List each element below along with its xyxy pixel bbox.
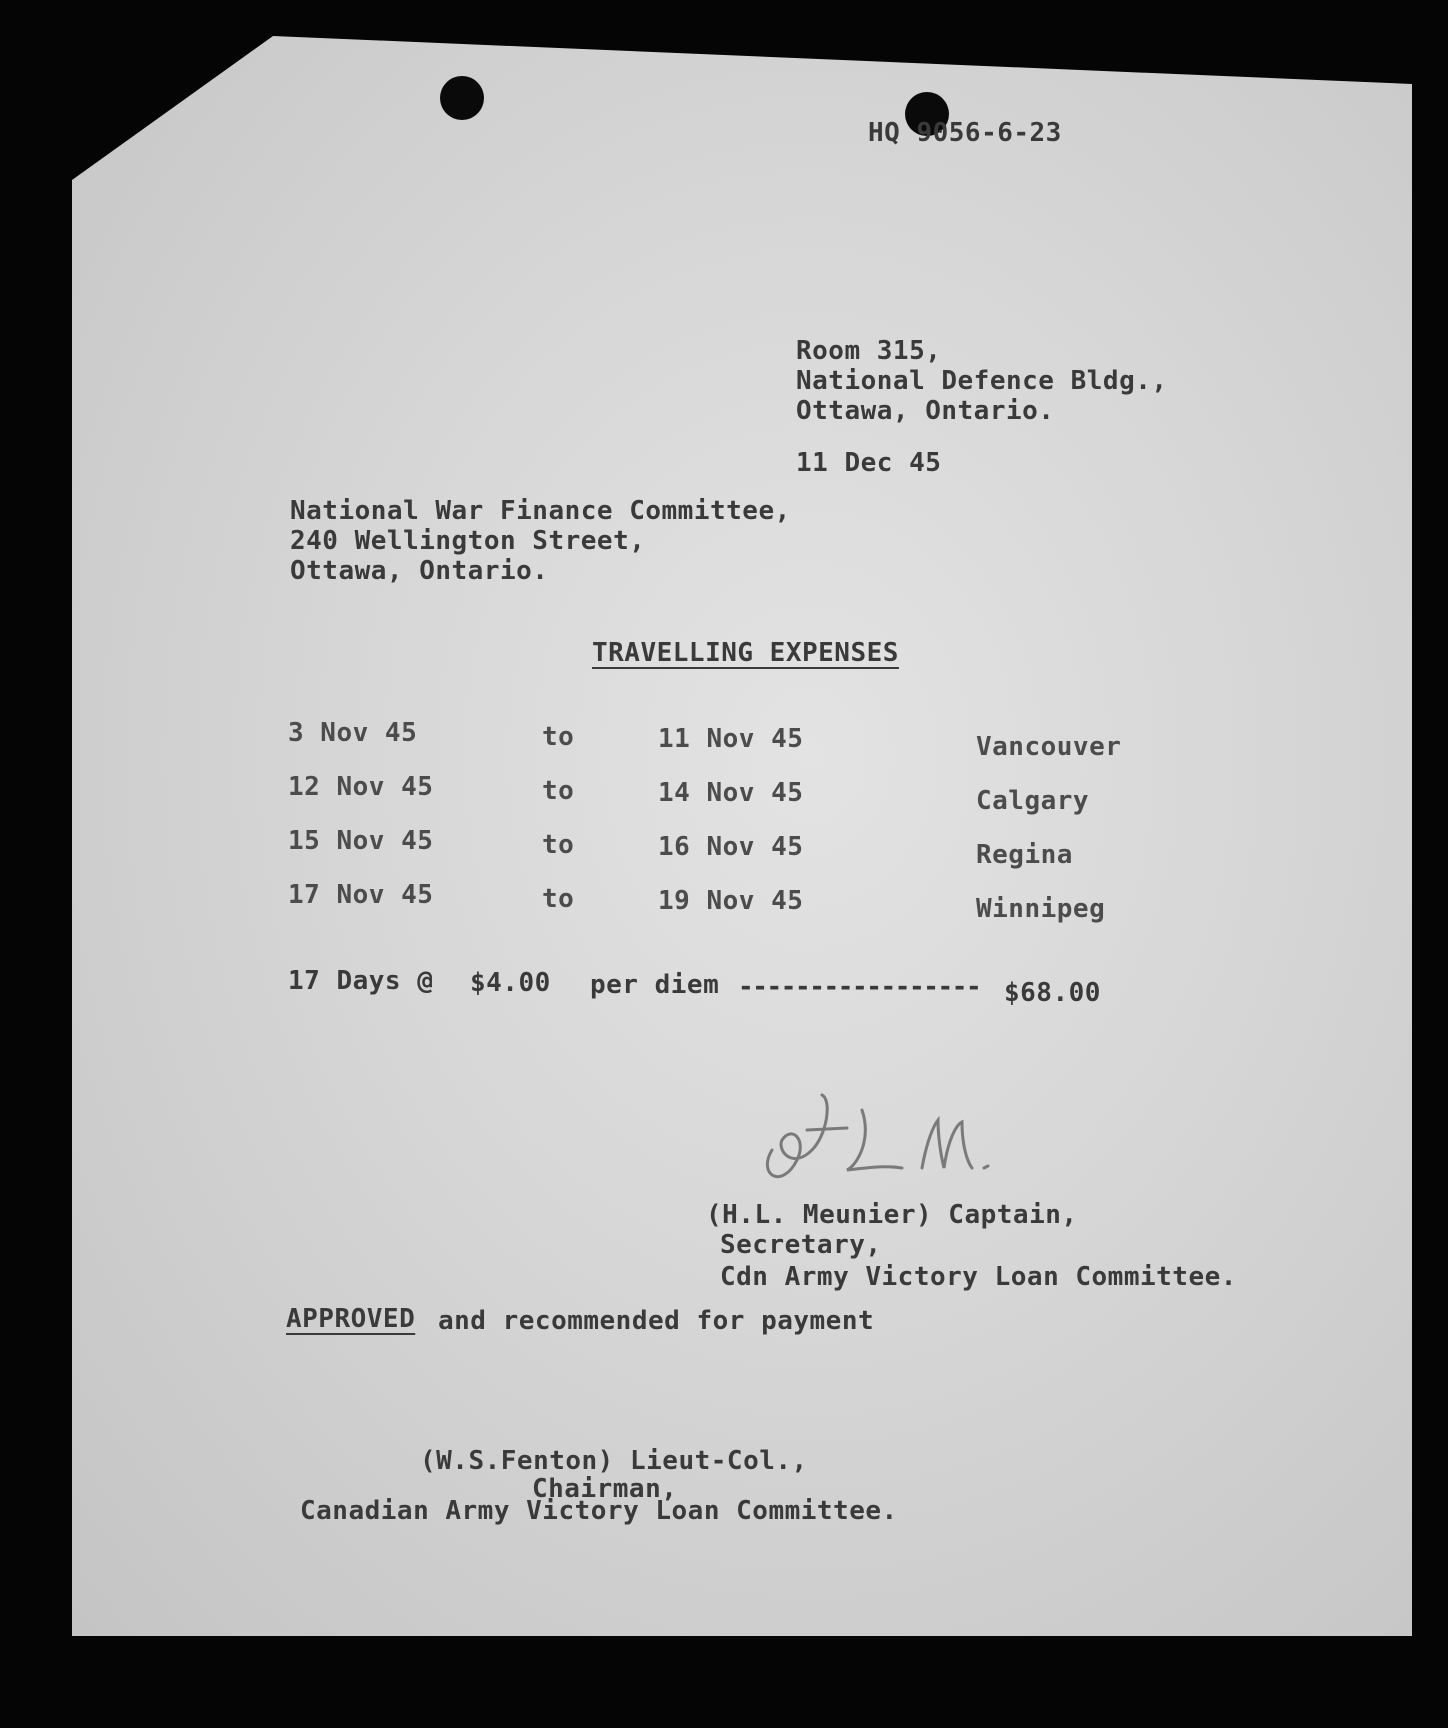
total-amount: $68.00 bbox=[1004, 978, 1101, 1008]
total-days: 17 Days @ bbox=[288, 966, 434, 996]
expense-from-date: 15 Nov 45 bbox=[288, 826, 434, 856]
recipient-address-line3: Ottawa, Ontario. bbox=[290, 556, 549, 586]
expense-from-date: 17 Nov 45 bbox=[288, 880, 434, 910]
expense-separator: to bbox=[542, 830, 575, 860]
total-per-diem: per diem bbox=[590, 970, 720, 1000]
expense-to-date: 14 Nov 45 bbox=[658, 778, 804, 808]
expense-place: Winnipeg bbox=[976, 894, 1106, 924]
sender-address-line2: National Defence Bldg., bbox=[796, 366, 1168, 396]
recipient-address-line2: 240 Wellington Street, bbox=[290, 526, 646, 556]
expense-separator: to bbox=[542, 884, 575, 914]
approval-text: and recommended for payment bbox=[438, 1306, 875, 1336]
chairman-name-rank: (W.S.Fenton) Lieut-Col., bbox=[420, 1446, 808, 1476]
expense-to-date: 16 Nov 45 bbox=[658, 832, 804, 862]
expense-from-date: 12 Nov 45 bbox=[288, 772, 434, 802]
recipient-address-line1: National War Finance Committee, bbox=[290, 496, 791, 526]
file-reference: HQ 9056-6-23 bbox=[868, 118, 1062, 148]
total-leader: ----------------- bbox=[738, 972, 981, 1002]
expense-place: Vancouver bbox=[976, 732, 1122, 762]
expense-separator: to bbox=[542, 722, 575, 752]
sender-address-line3: Ottawa, Ontario. bbox=[796, 396, 1055, 426]
sender-address-line1: Room 315, bbox=[796, 336, 942, 366]
expense-from-date: 3 Nov 45 bbox=[288, 718, 418, 748]
expense-place: Regina bbox=[976, 840, 1073, 870]
approved-keyword: APPROVED bbox=[286, 1304, 416, 1334]
chairman-committee: Canadian Army Victory Loan Committee. bbox=[300, 1496, 898, 1526]
document-date: 11 Dec 45 bbox=[796, 448, 942, 478]
secretary-name-rank: (H.L. Meunier) Captain, bbox=[706, 1200, 1078, 1230]
punch-hole-left bbox=[440, 76, 484, 120]
secretary-committee: Cdn Army Victory Loan Committee. bbox=[720, 1262, 1237, 1292]
expense-separator: to bbox=[542, 776, 575, 806]
expense-place: Calgary bbox=[976, 786, 1090, 816]
handwritten-initials-signature bbox=[752, 1080, 1012, 1190]
total-rate: $4.00 bbox=[470, 968, 551, 998]
chairman-title: Chairman, bbox=[532, 1474, 678, 1504]
expense-to-date: 11 Nov 45 bbox=[658, 724, 804, 754]
expense-to-date: 19 Nov 45 bbox=[658, 886, 804, 916]
document-title: TRAVELLING EXPENSES bbox=[592, 638, 899, 668]
secretary-title: Secretary, bbox=[720, 1230, 882, 1260]
